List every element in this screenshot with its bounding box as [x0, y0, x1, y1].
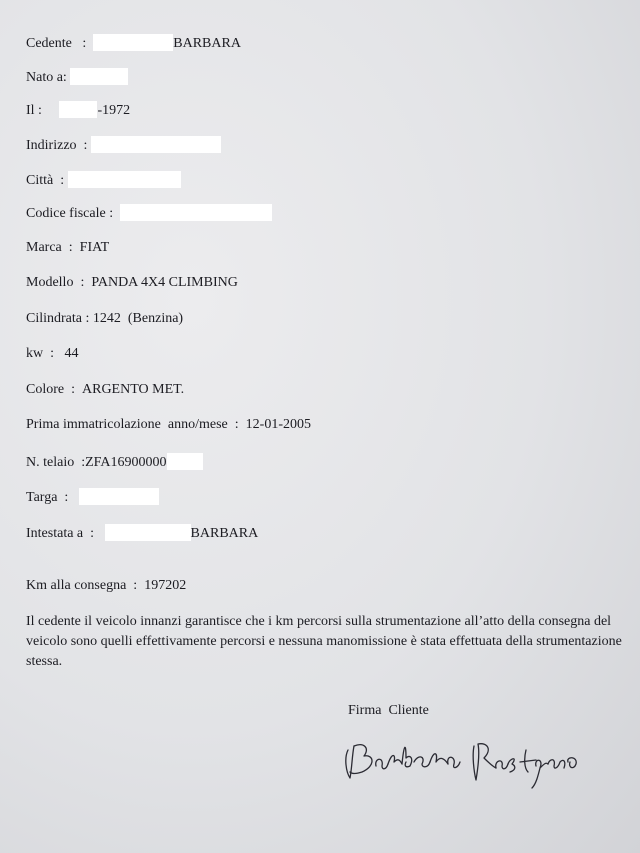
cilindrata-sep: : — [85, 311, 90, 326]
indirizzo-sep: : — [83, 138, 88, 153]
marca-value: FIAT — [79, 240, 110, 255]
telaio-sep: : — [81, 455, 86, 470]
field-cilindrata — [26, 310, 183, 327]
colore-value: ARGENTO MET. — [82, 382, 185, 397]
telaio-label: N. telaio — [26, 455, 75, 470]
redaction-box — [59, 101, 97, 118]
kw-sep: : — [50, 346, 55, 361]
field-marca — [26, 239, 109, 256]
declaration-paragraph: Il cedente il veicolo innanzi garantisce che i km percorsi sulla strumentazione all’atto della consegna del veicolo sono quelli effettivamente percorsi e nessuna manomissione è stata effettuata della strumentazione stessa. — [26, 614, 622, 669]
il-label: Il : — [26, 103, 42, 118]
cedente-sep: : — [82, 36, 87, 51]
cedente-label: Cedente — [26, 36, 72, 51]
field-targa — [26, 488, 159, 506]
field-km — [26, 577, 186, 594]
field-citta — [26, 171, 181, 189]
codice-fiscale-sep: : — [109, 206, 114, 221]
il-value: -1972 — [97, 103, 131, 118]
field-indirizzo — [26, 136, 221, 154]
intestata-sep: : — [90, 526, 95, 541]
codice-fiscale-label: Codice fiscale — [26, 206, 106, 221]
citta-label: Città — [26, 173, 54, 188]
field-colore — [26, 381, 184, 398]
modello-value: PANDA 4X4 CLIMBING — [91, 275, 238, 290]
nato-label: Nato a: — [26, 70, 67, 85]
redaction-box — [70, 68, 128, 85]
colore-label: Colore — [26, 382, 65, 397]
kw-label: kw — [26, 346, 44, 361]
redaction-box — [91, 136, 221, 153]
telaio-value: ZFA16900000 — [85, 455, 167, 470]
redaction-box — [68, 171, 181, 188]
prima-imm-value: 12-01-2005 — [245, 417, 311, 432]
targa-sep: : — [64, 490, 69, 505]
redaction-box — [120, 204, 272, 221]
cilindrata-label: Cilindrata — [26, 311, 82, 326]
field-modello — [26, 274, 238, 291]
km-value: 197202 — [144, 578, 187, 593]
marca-label: Marca — [26, 240, 62, 255]
field-telaio — [26, 453, 203, 471]
redaction-box — [167, 453, 203, 470]
cedente-value: BARBARA — [173, 36, 241, 51]
indirizzo-label: Indirizzo — [26, 138, 77, 153]
handwritten-signature — [340, 728, 590, 808]
field-intestata — [26, 524, 258, 542]
modello-sep: : — [80, 275, 85, 290]
km-label: Km alla consegna — [26, 578, 127, 593]
intestata-value: BARBARA — [190, 526, 259, 541]
field-kw — [26, 345, 79, 362]
redaction-box — [79, 488, 159, 505]
modello-label: Modello — [26, 275, 74, 290]
field-nato — [26, 68, 128, 86]
targa-label: Targa — [26, 490, 58, 505]
field-codice-fiscale — [26, 204, 272, 222]
redaction-box — [105, 524, 191, 541]
redaction-box — [93, 34, 173, 51]
citta-sep: : — [60, 173, 65, 188]
field-cedente — [26, 34, 241, 52]
cilindrata-value: 1242 (Benzina) — [92, 311, 184, 326]
prima-imm-label: Prima immatricolazione anno/mese — [26, 417, 228, 432]
field-prima-immatricolazione — [26, 416, 311, 433]
colore-sep: : — [71, 382, 75, 397]
kw-value: 44 — [64, 346, 79, 361]
prima-imm-sep: : — [234, 417, 239, 432]
intestata-label: Intestata a — [26, 526, 84, 541]
marca-sep: : — [68, 240, 73, 255]
field-il — [26, 101, 130, 119]
firma-cliente-label: Firma Cliente — [348, 703, 429, 718]
km-sep: : — [133, 578, 138, 593]
